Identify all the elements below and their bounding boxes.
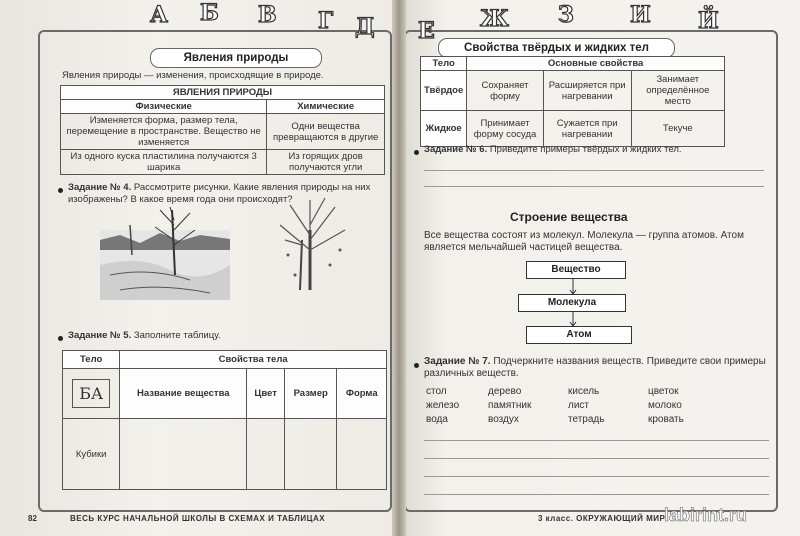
task-7 (424, 356, 769, 380)
border-letter: Ж (480, 6, 509, 32)
table-cell: Из горящих дров получаются угли (267, 150, 385, 175)
border-letter: Б (200, 0, 219, 26)
border-letter: А (150, 2, 168, 28)
task-label: Задание № 6. (424, 144, 488, 155)
table-cell: Расширяется при нагревании (543, 71, 631, 111)
scheme-box: Вещество (526, 261, 626, 279)
page-title: Явления природы (150, 48, 322, 68)
table-cell (284, 419, 337, 490)
border-letter: З (558, 2, 574, 28)
word-item: кисель (568, 386, 600, 397)
scheme-box: Атом (526, 326, 632, 344)
border-letter: Д (355, 14, 375, 40)
bullet (414, 363, 419, 368)
table-cell: Одни вещества превращаются в другие (267, 114, 385, 150)
table-header: Тело (63, 351, 120, 369)
task-label: Задание № 7. (424, 356, 491, 367)
answer-line (424, 186, 764, 187)
word-item: молоко (648, 400, 682, 411)
properties-table (62, 350, 387, 490)
word-item: вода (426, 414, 448, 425)
table-cell: Изменяется форма, размер тела, перемещение в пространстве. Вещество не изменяется (61, 114, 267, 150)
table-cell: Текуче (631, 111, 724, 147)
body-text: Все вещества состоят из молекул. Молекула — группа атомов. Атом является мельчайшей частицей вещества. (424, 230, 744, 253)
border-letter: Г (318, 8, 334, 34)
table-cell: Принимает форму сосуда (467, 111, 544, 147)
table-header: Физические (61, 100, 267, 114)
task-5 (68, 330, 383, 342)
task-text: Подчеркните названия веществ. Приведите свои примеры различных веществ. (424, 356, 766, 379)
table-cell (120, 419, 247, 490)
bullet (414, 150, 419, 155)
task-label: Задание № 4. (68, 182, 132, 193)
bullet (58, 336, 63, 341)
task-label: Задание № 5. (68, 330, 132, 341)
definition-text: Явления природы — изменения, происходящие в природе. (62, 70, 324, 81)
page-footer: ВЕСЬ КУРС НАЧАЛЬНОЙ ШКОЛЫ В СХЕМАХ И ТАБЛИЦАХ (70, 514, 326, 523)
table-header: Тело (421, 57, 467, 71)
table-cell: Кубики (63, 419, 120, 490)
answer-line (424, 476, 769, 477)
table-row-label: Твёрдое (421, 71, 467, 111)
word-item: кровать (648, 414, 684, 425)
table-cell (247, 419, 285, 490)
word-item: железо (426, 400, 460, 411)
table-title: ЯВЛЕНИЯ ПРИРОДЫ (61, 86, 385, 100)
table-header: Химические (267, 100, 385, 114)
table-cell: Сохраняет форму (467, 71, 544, 111)
right-page (398, 0, 800, 536)
solids-liquids-table (420, 56, 725, 147)
word-item: воздух (488, 414, 519, 425)
border-letter: Й (698, 8, 719, 34)
word-item: цветок (648, 386, 679, 397)
table-header: Размер (284, 369, 337, 419)
table-header: Название вещества (120, 369, 247, 419)
word-item: тетрадь (568, 414, 605, 425)
border-letter: И (630, 2, 651, 28)
table-header: Свойства тела (120, 351, 387, 369)
page-number: 82 (28, 514, 37, 523)
answer-line (424, 458, 769, 459)
word-item: дерево (488, 386, 522, 397)
word-item: стол (426, 386, 447, 397)
section-heading: Строение вещества (510, 210, 628, 224)
answer-line (424, 170, 764, 171)
page-title: Свойства твёрдых и жидких тел (438, 38, 675, 58)
task-text: Приведите примеры твёрдых и жидких тел. (489, 144, 682, 155)
autumn-tree-illustration (270, 195, 350, 295)
left-page (0, 0, 398, 536)
answer-line (424, 494, 769, 495)
answer-line (424, 440, 769, 441)
scheme-box: Молекула (518, 294, 626, 312)
phenomena-table (60, 85, 385, 175)
table-header: Основные свойства (467, 57, 725, 71)
watermark-text: labirint.ru (664, 505, 748, 525)
cube-icon: БА (72, 379, 110, 408)
task-text: Заполните таблицу. (133, 330, 221, 341)
table-cell: Занимает определённое место (631, 71, 724, 111)
book-spine (392, 0, 406, 536)
cube-image-cell (63, 369, 120, 419)
table-row-label: Жидкое (421, 111, 467, 147)
task-6 (424, 144, 764, 156)
border-letter: Е (418, 18, 435, 44)
table-header: Цвет (247, 369, 285, 419)
word-item: памятник (488, 400, 532, 411)
table-cell: Сужается при нагревании (543, 111, 631, 147)
winter-landscape-illustration (100, 205, 230, 300)
word-item: лист (568, 400, 590, 411)
border-letter: В (258, 2, 277, 28)
table-cell (337, 419, 387, 490)
task-text: Рассмотрите рисунки. Какие явления природы на них изображены? В какое время года они происходят? (68, 182, 371, 205)
table-cell: Из одного куска пластилина получаются 3 шарика (61, 150, 267, 175)
page-footer: 3 класс. ОКРУЖАЮЩИЙ МИР (538, 514, 666, 523)
bullet (58, 188, 63, 193)
table-header: Форма (337, 369, 387, 419)
